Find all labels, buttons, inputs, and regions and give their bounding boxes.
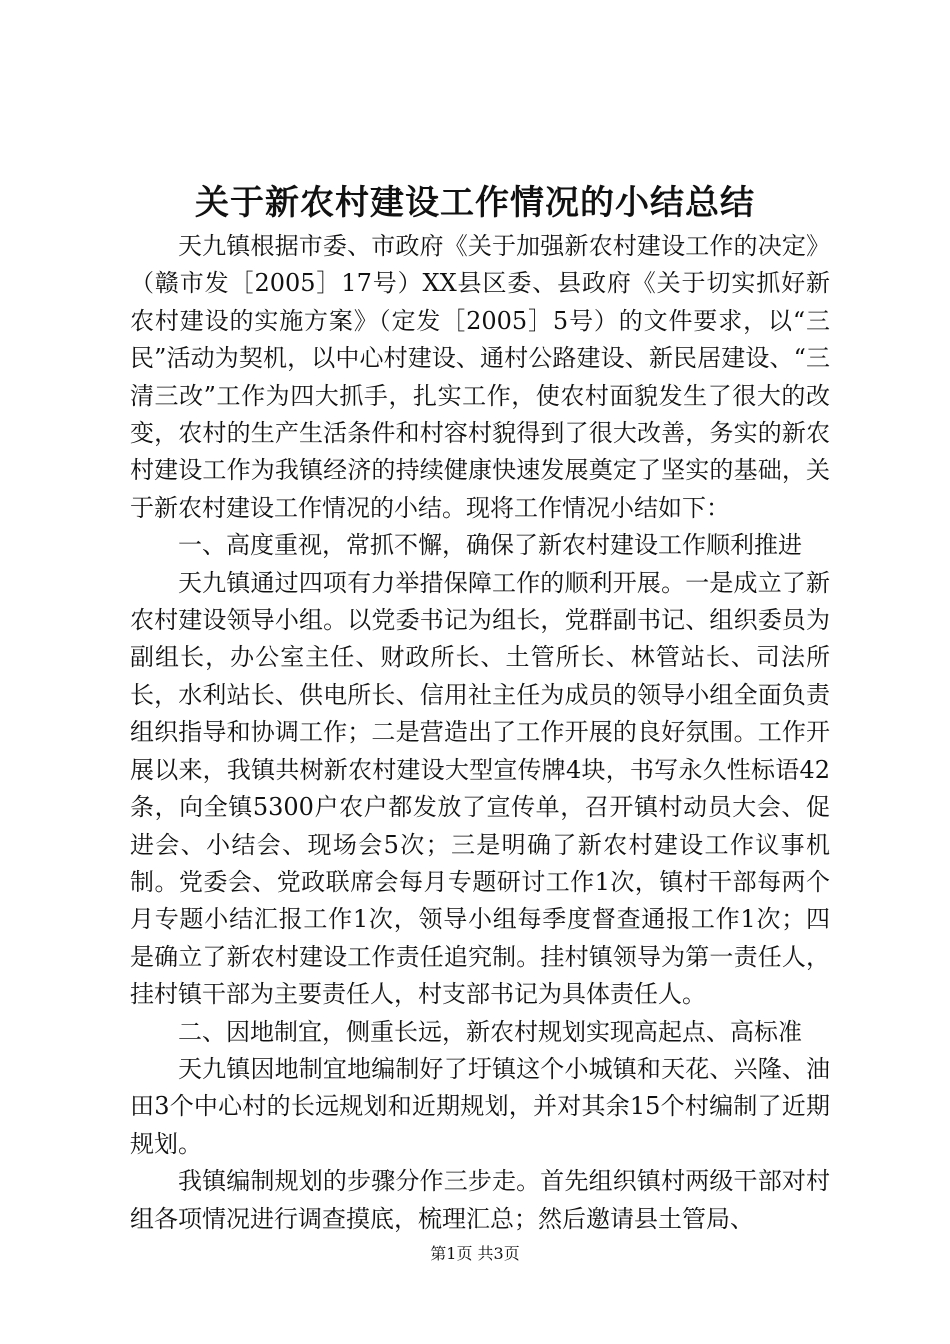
- paragraph-intro: 天九镇根据市委、市政府《关于加强新农村建设工作的决定》（赣市发［2005］17号）XX县区委、县政府《关于切实抓好新农村建设的实施方案》（定发［2005］5号）的文件要求，以“三民”活动为契机，以中心村建设、通村公路建设、新民居建设、“三清三改”工作为四大抓手，扎实工作，使农村面貌发生了很大的改变，农村的生产生活条件和村容村貌得到了很大改善，务实的新农村建设工作为我镇经济的持续健康快速发展奠定了坚实的基础，关于新农村建设工作情况的小结。现将工作情况小结如下：: [130, 232, 830, 522]
- document-body: [130, 228, 830, 1238]
- paragraph-section-2-steps: 我镇编制规划的步骤分作三步走。首先组织镇村两级干部对村组各项情况进行调查摸底，梳理汇总；然后邀请县土管局、: [130, 1167, 830, 1233]
- paragraph-section-2: 天九镇因地制宜地编制好了圩镇这个小城镇和天花、兴隆、油田3个中心村的长远规划和近期规划，并对其余15个村编制了近期规划。: [130, 1054, 830, 1158]
- paragraph-section-1: 天九镇通过四项有力举措保障工作的顺利开展。一是成立了新农村建设领导小组。以党委书记为组长，党群副书记、组织委员为副组长，办公室主任、财政所长、土管所长、林管站长、司法所长，水利站长、供电所长、信用社主任为成员的领导小组全面负责组织指导和协调工作；二是营造出了工作开展的良好氛围。工作开展以来，我镇共树新农村建设大型宣传牌4块，书写永久性标语42条，向全镇5300户农户都发放了宣传单，召开镇村动员大会、促进会、小结会、现场会5次；三是明确了新农村建设工作议事机制。党委会、党政联席会每月专题研讨工作1次，镇村干部每两个月专题小结汇报工作1次，领导小组每季度督查通报工作1次；四是确立了新农村建设工作责任追究制。挂村镇领导为第一责任人，挂村镇干部为主要责任人，村支部书记为具体责任人。: [130, 568, 830, 1009]
- section-heading-1: 一、高度重视，常抓不懈，确保了新农村建设工作顺利推进: [178, 531, 802, 560]
- page-footer: 第1页 共3页: [430, 1244, 520, 1263]
- document-title: 关于新农村建设工作情况的小结总结: [195, 183, 755, 223]
- section-heading-2: 二、因地制宜，侧重长远，新农村规划实现高起点、高标准: [178, 1017, 802, 1046]
